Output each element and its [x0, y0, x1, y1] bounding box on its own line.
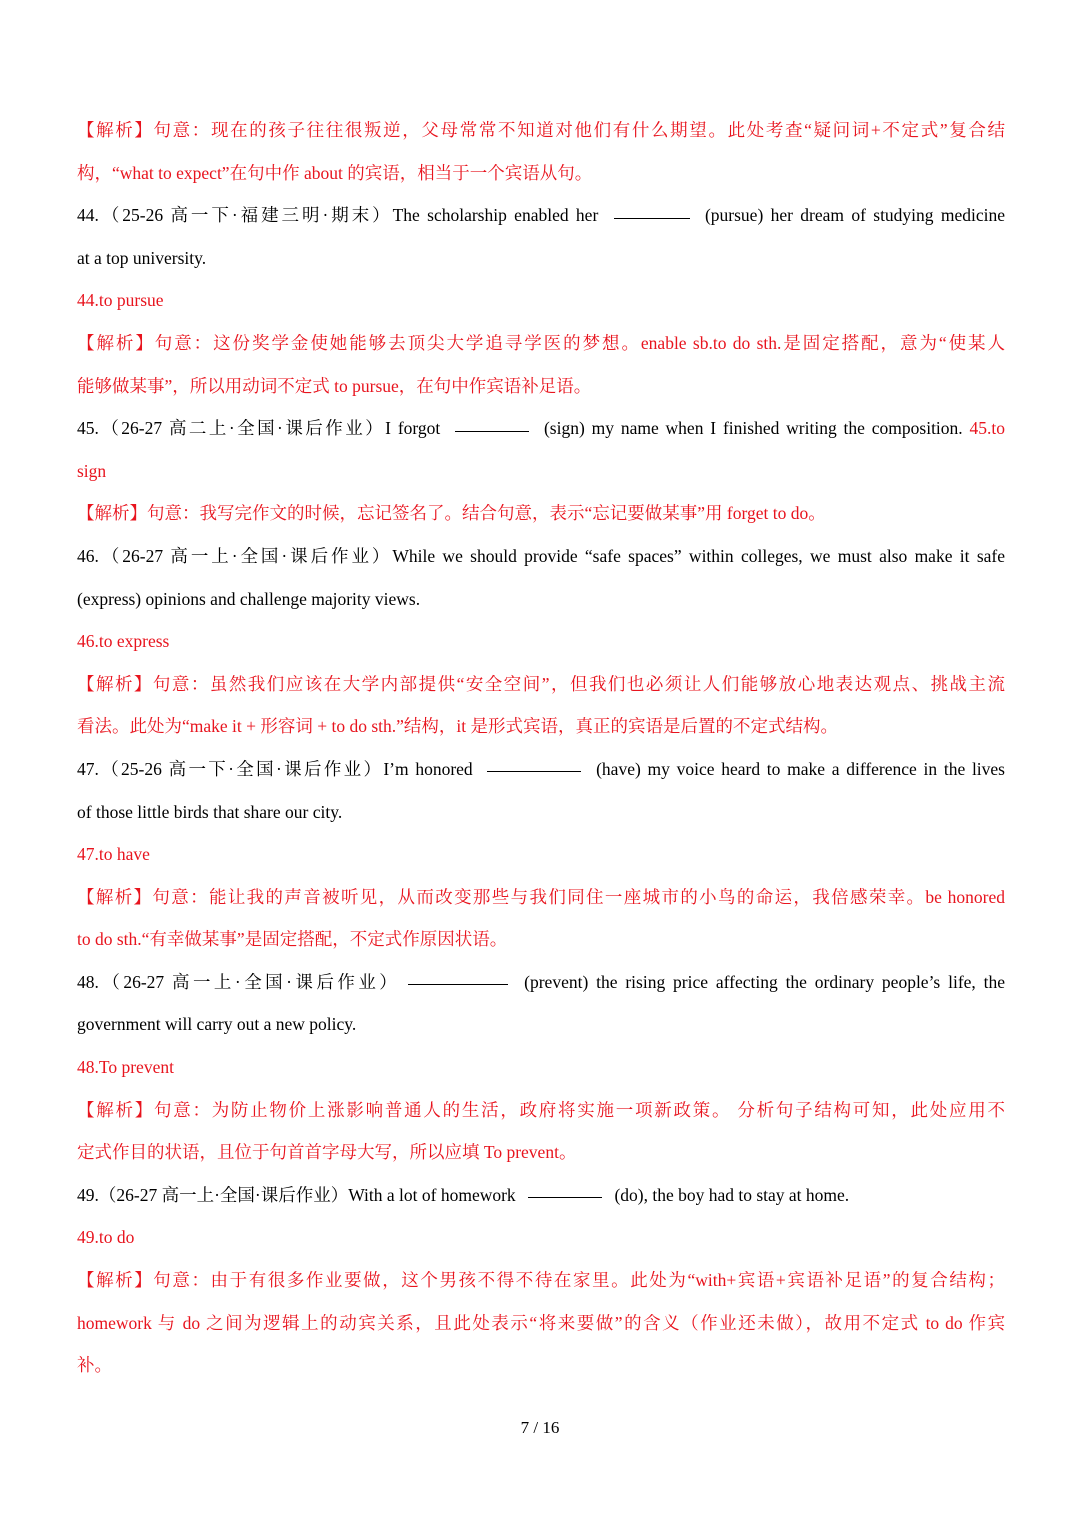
line-text: 49.to do: [77, 1227, 135, 1248]
explanation-line: [77, 1131, 1005, 1174]
line-text: 看法。此处为“make it + 形容词 + to do sth.”结构，it 是形式宾语，真正的宾语是后置的不定式结构。: [77, 716, 839, 737]
line-text: 46.to express: [77, 631, 170, 652]
question-line: [77, 237, 1005, 280]
line-text: (prevent) the rising price affecting the ordinary people’s life, the: [524, 971, 1005, 992]
question-line: [77, 578, 1005, 621]
question-49: [77, 1174, 1005, 1217]
page-number: 7 / 16: [520, 1418, 560, 1437]
line-text: 【解析】句意：这份奖学金使她能够去顶尖大学追寻学医的梦想。enable sb.to do sth.是固定搭配，意为“使某人: [77, 332, 1005, 353]
answer-47: [77, 833, 1005, 876]
document-body: [77, 109, 1005, 1387]
explanation-line: [77, 663, 1005, 706]
explanation-line: [77, 918, 1005, 961]
explanation-line: [77, 876, 1005, 919]
line-text: (do), the boy had to stay at home.: [614, 1184, 850, 1205]
line-text: at a top university.: [77, 247, 207, 268]
line-text: 【解析】句意：我写完作文的时候，忘记签名了。结合句意，表示“忘记要做某事”用 forget to do。: [77, 503, 826, 524]
line-text: 【解析】句意：现在的孩子往往很叛逆，父母常常不知道对他们有什么期望。此处考查“疑问词+不定式”复合结: [77, 120, 1005, 140]
question-46: [77, 535, 1005, 578]
question-line: [77, 1003, 1005, 1046]
explanation-line: [77, 109, 1005, 152]
line-text: 构，“what to expect”在句中作 about 的宾语，相当于一个宾语从句。: [77, 162, 593, 183]
explanation-line: [77, 322, 1005, 365]
line-text: 45.（26-27 高二上·全国·课后作业）I forgot: [77, 418, 441, 439]
line-text: 47.to have: [77, 844, 150, 865]
answer-line: [77, 450, 1005, 493]
answer-48: [77, 1046, 1005, 1089]
line-text: 48.To prevent: [77, 1057, 174, 1078]
explanation-line: [77, 1259, 1005, 1302]
answer-blank: [614, 217, 690, 219]
answer-45: 45.to: [969, 418, 1005, 439]
question-48: [77, 961, 1005, 1004]
line-text: 44.（25-26 高一下·福建三明·期末）The scholarship enabled her: [77, 205, 599, 226]
line-text: (pursue) her dream of studying medicine: [704, 205, 1005, 226]
question-45: [77, 407, 1005, 450]
line-text: 补。: [77, 1355, 112, 1376]
answer-49: [77, 1216, 1005, 1259]
line-text: 【解析】句意：由于有很多作业要做，这个男孩不得不待在家里。此处为“with+宾语+宾语补足语”的复合结构；: [77, 1270, 1005, 1291]
explanation-line: [77, 492, 1005, 535]
line-text: 【解析】句意：能让我的声音被听见，从而改变那些与我们同住一座城市的小鸟的命运，我倍感荣幸。be honored: [77, 886, 1005, 907]
line-text: 定式作目的状语，且位于句首首字母大写，所以应填 To prevent。: [77, 1142, 577, 1163]
explanation-line: [77, 1302, 1005, 1345]
line-text: 44.to pursue: [77, 290, 164, 311]
answer-blank: [408, 983, 508, 985]
line-text: government will carry out a new policy.: [77, 1014, 357, 1035]
answer-44: [77, 279, 1005, 322]
question-47: [77, 748, 1005, 791]
line-text: of those little birds that share our city.: [77, 801, 343, 822]
answer-blank: [487, 770, 581, 772]
line-text: 【解析】句意：虽然我们应该在大学内部提供“安全空间”，但我们也必须让人们能够放心地表达观点、挑战主流: [77, 673, 1005, 694]
explanation-line: [77, 365, 1005, 408]
line-text: 【解析】句意：为防止物价上涨影响普通人的生活，政府将实施一项新政策。 分析句子结构可知，此处应用不: [77, 1099, 1005, 1120]
question-44: [77, 194, 1005, 237]
line-text: 48.（26-27 高一上·全国·课后作业）: [77, 971, 401, 992]
answer-blank: [455, 430, 529, 432]
line-text: 46.（26-27 高一上·全国·课后作业）While we should provide “safe spaces” within colleges, we must also make it safe: [77, 545, 1005, 566]
line-text: 能够做某事”，所以用动词不定式 to pursue，在句中作宾语补足语。: [77, 375, 592, 396]
explanation-line: [77, 152, 1005, 195]
line-text: to do sth.“有幸做某事”是固定搭配，不定式作原因状语。: [77, 929, 508, 950]
answer-46: [77, 620, 1005, 663]
explanation-line: [77, 705, 1005, 748]
line-text: 47.（25-26 高一下·全国·课后作业）I’m honored: [77, 758, 473, 779]
answer-blank: [528, 1196, 602, 1198]
line-text: (have) my voice heard to make a difference in the lives: [596, 758, 1005, 779]
line-text: homework 与 do 之间为逻辑上的动宾关系，且此处表示“将来要做”的含义（作业还未做），故用不定式 to do 作宾: [77, 1312, 1005, 1333]
line-text: sign: [77, 460, 107, 481]
line-text: (sign) my name when I finished writing the composition.: [543, 418, 963, 439]
line-text: 49.（26-27 高一上·全国·课后作业）With a lot of homework: [77, 1184, 516, 1205]
explanation-line: [77, 1344, 1005, 1387]
question-line: [77, 791, 1005, 834]
line-text: (express) opinions and challenge majority views.: [77, 588, 421, 609]
explanation-line: [77, 1089, 1005, 1132]
